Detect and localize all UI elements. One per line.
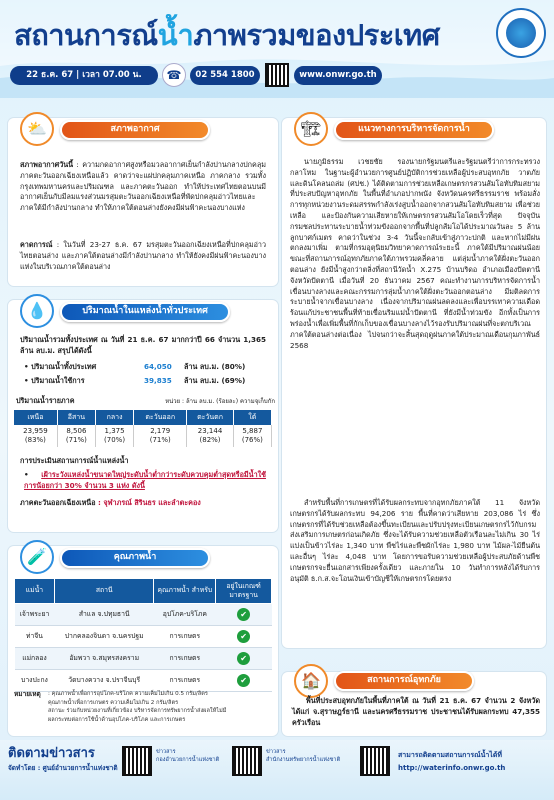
region-header: เหนือ <box>14 410 57 425</box>
region-table-unit: หน่วย : ล้าน ลบ.ม. (ร้อยละ) ความจุเก็บกัก <box>165 398 275 405</box>
header <box>0 0 554 98</box>
quality-table <box>14 578 272 692</box>
news-qr-code-2 <box>232 746 262 776</box>
table-row <box>15 669 272 691</box>
region-value: 23,144 (82%) <box>187 425 233 448</box>
station-name: อัมพวา จ.สมุทรสงคราม <box>54 647 154 669</box>
website-link[interactable]: www.onwr.go.th <box>294 66 382 85</box>
region-header: กลาง <box>95 410 133 425</box>
waterinfo-url[interactable]: http://waterinfo.onwr.go.th <box>398 764 506 772</box>
water-management-icon: 🏗 <box>294 112 328 146</box>
follow-news-title: ติดตามข่าวสาร <box>8 746 95 761</box>
date-text: 22 ธ.ค. 67 <box>26 70 74 81</box>
quality-heading: คุณภาพน้ำ <box>60 548 210 568</box>
standard-status <box>216 647 272 669</box>
station-name: ปากคลองจินดา จ.นครปฐม <box>54 625 154 647</box>
river-name: ท่าจีน <box>15 625 55 647</box>
storage-total-row: • ปริมาณน้ำทั้งประเทศ 64,050 ล้าน ลบ.ม. (80%) <box>24 362 246 371</box>
region-value: 23,959 (83%) <box>14 425 57 448</box>
region-header: ใต้ <box>233 410 271 425</box>
storage-usable-row: • ปริมาณน้ำใช้การ 39,835 ล้าน ลบ.ม. (69%) <box>24 376 246 385</box>
waterinfo-qr-code <box>360 746 390 776</box>
quality-header-use: คุณภาพน้ำ สำหรับ <box>154 579 216 604</box>
region-header: อีสาน <box>57 410 95 425</box>
check-icon: ✔ <box>237 652 250 665</box>
weather-sun-cloud-icon: ⛅ <box>20 112 54 146</box>
quality-header-standard: อยู่ในเกณฑ์ มาตรฐาน <box>216 579 272 604</box>
management-paragraph-1: นายภูมิธรรม เวชยชัย รองนายกรัฐมนตรีและรัฐมนตรีว่าการกระทรวงกลาโหม ในฐานะผู้อำนวยการศูนย์ปฏิบัติการช่วยเหลือผู้ประสบอุทกภัย วาตภัย และดินโคลนถล่ม (ศปช.) ได้ติดตามการช่วยเหลือเกษตรกรสวนส้มโอทับทิมสยามที่ประสบปัญหาอุทกภัย ในพื้นที่อำเภอปากพนัง จังหวัดนครศรีธรรมราช พร้อมสั่งการทุกหน่วยงานระดมสรรพกำลังเร่งสูบน้ำออกจากสวนส้มโอทับทิมสยาม เพื่อช่วยเหลือ และป้องกันความเสียหายให้เกษตรกรสวนส้มโอโดยเร็วที่สุด ปัจจุบันกรมชลประทานระบายน้ำท่วมขังออกจากพื้นที่ปลูกส้มโอได้ประมาณวันละ 5 ล้านลูกบาศก์เมตร คาดว่าในช่วง 3-4 วันนี้จะกลับเข้าสู่ภาวะปกติ และหากไม่มีฝนตกลงมาเพิ่ม ตามที่กรมอุตุนิยมวิทยาคาดการณ์ระยะนี้ ภาคใต้มีปริมาณฝนน้อยขณะที่สถานการณ์อุทกภัยภาคใต้ภาพรวมคลี่คลาย แต่ลุ่มน้ำภาคใต้ฝั่งตะวันออกตอนล่าง ยังมีน้ำสูงกว่าตลิ่งที่สถานีวัดน้ำ X.275 บ้านบริดอ อำเภอเมืองปัตตานี จังหวัดปัตตานี เมื่อวันที่ 20 ธันวาคม 2567 คณะทำงานการบริหารจัดการน้ำเขื่อนบางลางและคณะกรรมการลุ่มน้ำภาคใต้ฝั่งตะวันออกตอนล่าง มีมติลดการระบายน้ำจากเขื่อนบางลาง เนื่องจากปริมาณฝนลดลงและเพื่อบรรเทาความเดือดร้อนแก้ประชาชนพื้นที่ท้ายเขื่อนริมแม่น้ำปัตตานี ที่ยังมีน้ำท่วมขัง อีกทั้งเป็นการพร่องน้ำเพื่อเพิ่มพื้นที่กักเก็บของเขื่อนบางลางไว้รองรับปริมาณฝนที่จะตกบริเวณภาคใต้ตอนล่างต่อเนื่อง ไปจนกว่าจะสิ้นสุดฤดูฝนภาคใต้ประมาณเดือนกุมภาพันธ์ 2568 <box>290 157 540 350</box>
flood-text: พื้นที่ประสบอุทกภัยในพื้นที่ภาคใต้ ณ วันที่ 21 ธ.ค. 67 จำนวน 2 จังหวัด ได้แก่ จ.สุราษฎร์ธานี และนครศรีธรรมราช ประชาชนได้รับผลกระทบ 47,355 ครัวเรือน <box>292 696 540 727</box>
water-use: อุปโภค-บริโภค <box>154 603 216 625</box>
onwr-logo <box>496 8 546 58</box>
alert-reservoirs: ภาคตะวันออกเฉียงเหนือ : จุฬาภรณ์ สิรินธร และลำตะคอง <box>20 498 201 507</box>
page-title: สถานการณ์น้ำภาพรวมของประเทศ <box>14 18 440 52</box>
assessment-title: การประเมินสถานการณ์น้ำแหล่งน้ำ <box>20 456 129 465</box>
water-use: การเกษตร <box>154 647 216 669</box>
flood-heading: สถานการณ์อุทกภัย <box>334 671 474 691</box>
storage-heading: ปริมาณน้ำในแหล่งน้ำทั่วประเทศ <box>60 302 230 322</box>
station-name: วัดบางควาง จ.ปราจีนบุรี <box>54 669 154 691</box>
standard-status <box>216 603 272 625</box>
news-qr-code-1 <box>122 746 152 776</box>
management-paragraph-2: สำหรับพื้นที่การเกษตรที่ได้รับผลกระทบจากอุทกภัยภาคใต้ 11 จังหวัด เกษตรกรได้รับผลกระทบ 94,206 ราย พื้นที่คาดว่าเสียหาย 203,086 ไร่ ซึ่งเกษตรกรที่ได้รับช่วยเหลือต้องขึ้นทะเบียนและปรับปรุงทะเบียนเกษตรกรไว้กับกรมส่งเสริมการเกษตรก่อนเกิดภัย ซึ่งจะได้รับความช่วยเหลือตัวเรือนละไม่เกิน 30 ไร่ แบ่งเป็นข้าวไร่ละ 1,340 บาท พืชไร่และพืชผักไร่ละ 1,980 บาท ไม้ผล-ไม้ยืนต้นและอื่นๆ ไร่ละ 4,048 บาท โดยการขอรับความช่วยเหลือผู้ประสบภัยด้านพืช เกษตรกรจะยื่นเอกสารเพียงครั้งเดียว และภายใน 10 วันทำการหลังได้รับการอนุมัติ ธ.ก.ส.จะโอนเงินเข้าบัญชีให้เกษตรกรโดยตรง <box>290 498 540 583</box>
time-text: เวลา 07.00 น. <box>82 70 142 81</box>
weather-today: สภาพอากาศวันนี้ : ความกดอากาศสูงหรือมวลอากาศเย็นกำลังปานกลางปกคลุมภาคตะวันออกเฉียงเหนือแล้ว คาดว่าจะแผ่ปกคลุมภาคเหนือ ภาคกลาง รวมทั้งกรุงเทพมหานครและปริมณฑล และภาคตะวันออก ทำให้ประเทศไทยตอนบนมีอากาศเย็นกับมีลมแรงส่วนมรสุมตะวันออกเฉียงเหนือที่พัดปกคลุมอ่าวไทยและภาคใต้มีกำลังปานกลาง ทำให้ภาคใต้ตอนล่างยังคงมีฝนฟ้าคะนองบางแห่ง <box>20 160 266 213</box>
quality-header-river: แม่น้ำ <box>15 579 55 604</box>
weather-heading: สภาพอากาศ <box>60 120 210 140</box>
management-heading: แนวทางการบริหารจัดการน้ำ <box>334 120 494 140</box>
date-time-badge: 22 ธ.ค. 67 | เวลา 07.00 น. <box>10 66 158 85</box>
storage-intro: ปริมาณน้ำรวมทั้งประเทศ ณ วันที่ 21 ธ.ค. 67 มากกว่าปี 66 จำนวน 1,365 ล้าน ลบ.ม. สรุปได้ดังนี้ <box>20 335 266 355</box>
follow-news-subtitle: จัดทำโดย : ศูนย์อำนวยการน้ำแห่งชาติ <box>8 764 118 772</box>
table-row <box>15 625 272 647</box>
waterinfo-title: สามารถติดตามสถานการณ์น้ำได้ที่ <box>398 751 502 759</box>
region-values-row <box>14 425 272 448</box>
region-table-title: ปริมาณน้ำรายภาค <box>16 396 75 405</box>
quality-header-station: สถานี <box>54 579 154 604</box>
station-name: สำแล จ.ปทุมธานี <box>54 603 154 625</box>
check-icon: ✔ <box>237 674 250 687</box>
river-name: แม่กลอง <box>15 647 55 669</box>
news-qr-label-2: ข่าวสาร สำนักงานทรัพยากรน้ำแห่งชาติ <box>266 749 341 764</box>
water-quality-icon: 🧪 <box>20 540 54 574</box>
region-header: ตะวันออก <box>134 410 187 425</box>
table-row <box>15 647 272 669</box>
website-qr-code <box>265 63 289 87</box>
reservoir-icon: 💧 <box>20 294 54 328</box>
footer <box>0 740 554 800</box>
region-value: 2,179 (71%) <box>134 425 187 448</box>
region-table-header <box>14 410 272 425</box>
region-table <box>14 410 272 447</box>
region-value: 8,506 (71%) <box>57 425 95 448</box>
region-value: 5,887 (76%) <box>233 425 271 448</box>
standard-status <box>216 625 272 647</box>
standard-status <box>216 669 272 691</box>
river-name: บางปะกง <box>15 669 55 691</box>
water-use: การเกษตร <box>154 669 216 691</box>
news-qr-label-1: ข่าวสาร กองอำนวยการน้ำแห่งชาติ <box>156 749 220 764</box>
quality-note: : คุณภาพน้ำเพื่อการอุปโภค-บริโภค ความเค็มไม่เกิน 0.5 กรัม/ลิตร คุณภาพน้ำเพื่อการเกษตร ความเค็มไม่เกิน 2 กรัม/ลิตร สถานะ ร่วมกับหน่วยงานที่เกี่ยวข้อง บริหารจัดการทรัพยากรน้ำส่งผลให้ไม่มี ผลกระทบต่อการใช้น้ำด้านอุปโภค-บริโภค และการเกษตร <box>48 691 227 723</box>
region-header: ตะวันตก <box>187 410 233 425</box>
check-icon: ✔ <box>237 630 250 643</box>
weather-forecast: คาดการณ์ : ในวันที่ 23-27 ธ.ค. 67 มรสุมตะวันออกเฉียงเหนือที่ปกคลุมอ่าวไทยตอนล่าง และภาคใต้ตอนล่างมีกำลังปานกลาง ทำให้ยังคงมีฝนฟ้าคะนองบางแห่งในบริเวณภาคใต้ตอนล่าง <box>20 240 266 271</box>
alert-text: • เฝ้าระวังแหล่งน้ำขนาดใหญ่ระดับน้ำต่ำกว่าระดับควบคุมต่ำสุดหรือมีน้ำใช้การน้อยกว่า 30% จำนวน 3 แห่ง ดังนี้ <box>24 470 266 490</box>
phone-number[interactable]: 02 554 1800 <box>190 66 260 85</box>
table-row <box>15 603 272 625</box>
quality-table-header <box>15 579 272 604</box>
water-use: การเกษตร <box>154 625 216 647</box>
phone-icon: ☎ <box>162 63 186 87</box>
flood-house-icon: 🏠 <box>294 664 328 698</box>
note-label: หมายเหตุ <box>14 690 41 698</box>
check-icon: ✔ <box>237 608 250 621</box>
river-name: เจ้าพระยา <box>15 603 55 625</box>
region-value: 1,375 (70%) <box>95 425 133 448</box>
